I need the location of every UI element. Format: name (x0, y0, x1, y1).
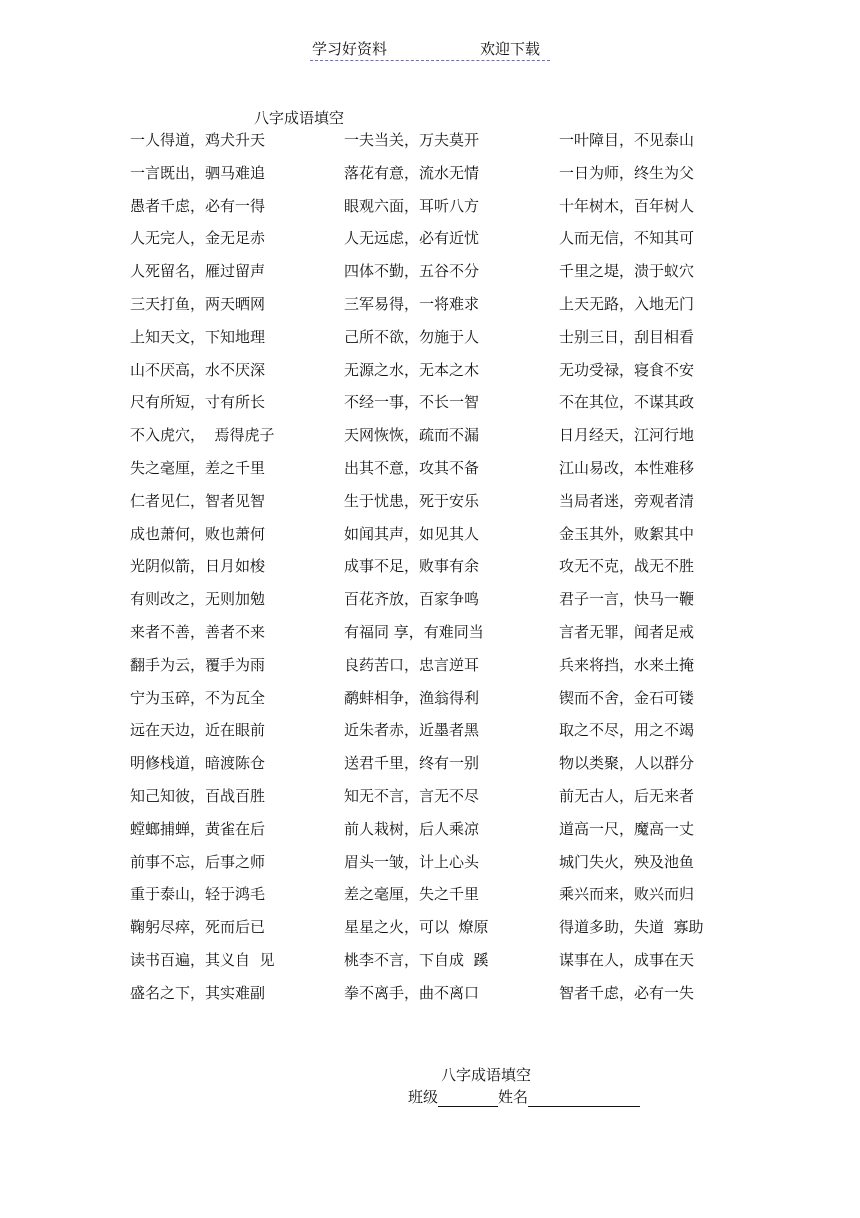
idiom-cell: 远在天边，近在眼前 (130, 721, 266, 740)
idiom-cell: 人无完人，金无足赤 (130, 229, 266, 248)
idiom-cell: 一夫当关，万夫莫开 (344, 131, 480, 149)
idiom-cell: 送君千里，终有一别 (344, 754, 480, 773)
idiom-cell: 三军易得，一将难求 (344, 294, 480, 313)
idiom-cell: 螳螂捕蝉，黄雀在后 (130, 819, 266, 838)
idiom-cell: 锲而不舍，金石可镂 (559, 688, 695, 707)
idiom-cell: 读书百遍，其义自 见 (130, 950, 275, 969)
idiom-cell: 翻手为云，覆手为雨 (130, 655, 266, 674)
idiom-cell: 有福同 享，有难同当 (344, 622, 484, 641)
header-left-text: 学习好资料 (312, 40, 388, 58)
idiom-cell: 宁为玉碎，不为瓦全 (130, 688, 266, 707)
idiom-cell: 星星之火，可以 燎原 (344, 918, 489, 937)
idiom-cell: 百花齐放，百家争鸣 (344, 590, 480, 609)
idiom-cell: 良药苦口，忠言逆耳 (344, 655, 480, 674)
idiom-cell: 物以类聚，人以群分 (559, 754, 695, 773)
idiom-cell: 一人得道，鸡犬升天 (130, 131, 266, 149)
idiom-cell: 乘兴而来，败兴而归 (559, 885, 695, 904)
idiom-cell: 道高一尺，魔高一丈 (559, 819, 695, 838)
idiom-cell: 言者无罪，闻者足戒 (559, 622, 695, 641)
idiom-cell: 不入虎穴， 焉得虎子 (130, 426, 275, 445)
idiom-cell: 无功受禄，寝食不安 (559, 360, 695, 379)
idiom-cell: 落花有意，流水无情 (344, 163, 480, 182)
idiom-cell: 前人栽树，后人乘凉 (344, 819, 480, 838)
idiom-cell: 明修栈道，暗渡陈仓 (130, 754, 266, 773)
idiom-cell: 人死留名，雁过留声 (130, 262, 266, 281)
page-title: 八字成语填空 (254, 109, 345, 127)
idiom-cell: 失之毫厘，差之千里 (130, 458, 266, 477)
idiom-cell: 四体不勤，五谷不分 (344, 262, 480, 281)
idiom-cell: 君子一言，快马一鞭 (559, 590, 695, 609)
idiom-cell: 愚者千虑，必有一得 (130, 196, 266, 215)
idiom-cell: 成事不足，败事有余 (344, 557, 480, 576)
idiom-cell: 仁者见仁，智者见智 (130, 491, 266, 510)
idiom-cell: 一日为师，终生为父 (559, 163, 695, 182)
idiom-cell: 尺有所短，寸有所长 (130, 393, 266, 412)
footer-fields (408, 1086, 640, 1107)
idiom-cell: 成也萧何，败也萧何 (130, 524, 266, 543)
idiom-cell: 天网恢恢，疏而不漏 (344, 426, 480, 445)
idiom-cell: 盛名之下，其实难副 (130, 983, 266, 1002)
idiom-cell: 得道多助，失道 寡助 (559, 918, 704, 937)
class-label: 班级 (408, 1088, 439, 1106)
idiom-cell: 如闻其声，如见其人 (344, 524, 480, 543)
idiom-grid (130, 126, 729, 1012)
idiom-cell: 眉头一皱，计上心头 (344, 852, 480, 871)
idiom-cell: 桃李不言，下自成 蹊 (344, 950, 489, 969)
footer-title: 八字成语填空 (441, 1066, 532, 1084)
idiom-cell: 己所不欲，勿施于人 (344, 327, 480, 346)
idiom-cell: 取之不尽，用之不竭 (559, 721, 695, 740)
idiom-cell: 前事不忘，后事之师 (130, 852, 266, 871)
idiom-cell: 十年树木，百年树人 (559, 196, 695, 215)
idiom-cell: 知己知彼，百战百胜 (130, 786, 266, 805)
idiom-cell: 攻无不克，战无不胜 (559, 557, 695, 576)
idiom-cell: 日月经天，江河行地 (559, 426, 695, 445)
idiom-cell: 来者不善，善者不来 (130, 622, 266, 641)
idiom-cell: 城门失火，殃及池鱼 (559, 852, 695, 871)
idiom-cell: 人而无信，不知其可 (559, 229, 695, 248)
idiom-cell: 金玉其外，败絮其中 (559, 524, 695, 543)
idiom-cell: 上知天文，下知地理 (130, 327, 266, 346)
idiom-cell: 上天无路，入地无门 (559, 294, 695, 313)
idiom-cell: 千里之堤，溃于蚁穴 (559, 262, 695, 281)
idiom-cell: 近朱者赤，近墨者黑 (344, 721, 480, 740)
name-label: 姓名 (498, 1088, 529, 1106)
idiom-cell: 江山易改，本性难移 (559, 458, 695, 477)
idiom-cell: 兵来将挡，水来土掩 (559, 655, 695, 674)
idiom-cell: 三天打鱼，两天晒网 (130, 294, 266, 313)
idiom-cell: 拳不离手，曲不离口 (344, 983, 480, 1002)
idiom-cell: 知无不言，言无不尽 (344, 786, 480, 805)
idiom-cell: 生于忧患，死于安乐 (344, 491, 480, 510)
idiom-cell: 谋事在人，成事在天 (559, 950, 695, 969)
idiom-cell: 重于泰山，轻于鸿毛 (130, 885, 266, 904)
idiom-cell: 差之毫厘，失之千里 (344, 885, 480, 904)
idiom-cell: 光阴似箭，日月如梭 (130, 557, 266, 576)
page-header (310, 38, 550, 61)
idiom-cell: 前无古人，后无来者 (559, 786, 695, 805)
idiom-cell: 鞠躬尽瘁，死而后已 (130, 918, 266, 937)
idiom-cell: 山不厌高，水不厌深 (130, 360, 266, 379)
idiom-cell: 无源之水，无本之木 (344, 360, 480, 379)
idiom-cell: 眼观六面，耳听八方 (344, 196, 480, 215)
idiom-cell: 不在其位，不谋其政 (559, 393, 695, 412)
idiom-cell: 当局者迷，旁观者清 (559, 491, 695, 510)
header-right-text: 欢迎下载 (480, 40, 541, 58)
idiom-cell: 一言既出，驷马难追 (130, 163, 266, 182)
idiom-cell: 出其不意，攻其不备 (344, 458, 480, 477)
idiom-cell: 不经一事，不长一智 (344, 393, 480, 412)
class-blank[interactable] (438, 1090, 498, 1107)
idiom-cell: 有则改之，无则加勉 (130, 590, 266, 609)
idiom-cell: 士别三日，刮目相看 (559, 327, 695, 346)
name-blank[interactable] (528, 1090, 640, 1107)
idiom-cell: 智者千虑，必有一失 (559, 983, 695, 1002)
idiom-cell: 鹬蚌相争，渔翁得利 (344, 688, 480, 707)
idiom-cell: 一叶障目，不见泰山 (559, 131, 695, 149)
idiom-cell: 人无远虑，必有近忧 (344, 229, 480, 248)
